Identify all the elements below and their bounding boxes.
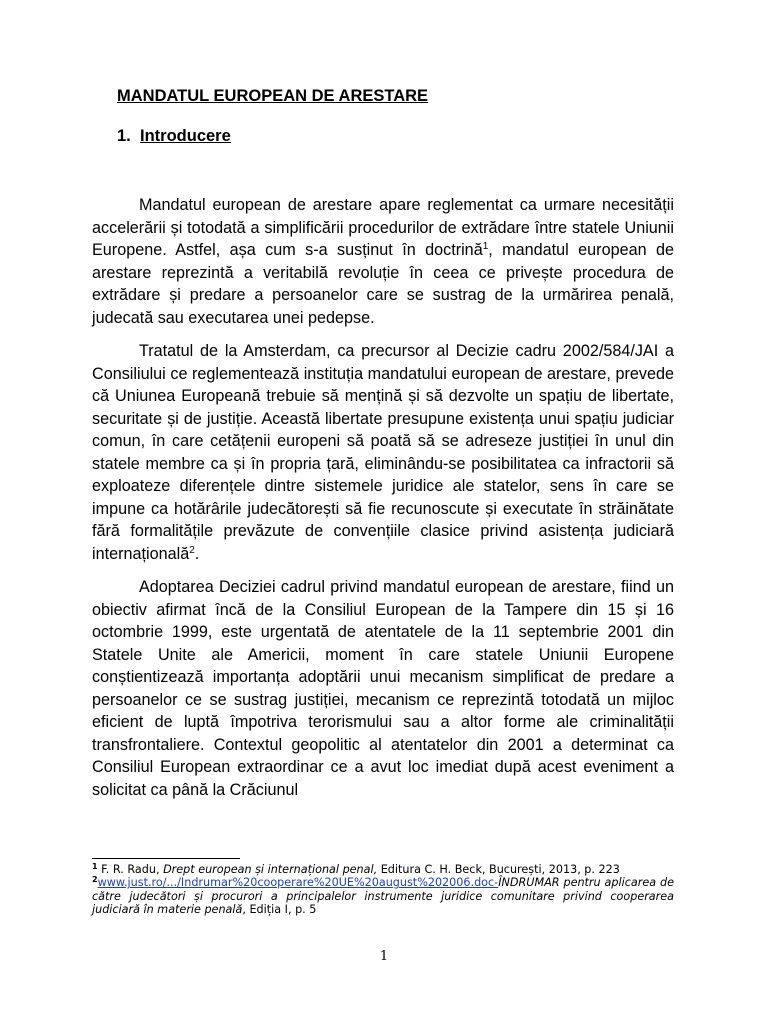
footnote-2 [92, 876, 674, 916]
footnote-1-mark: 1 [92, 862, 98, 871]
section-heading [117, 127, 231, 146]
footnote-1-rest: Editura C. H. Beck, București, 2013, p. 223 [377, 863, 620, 876]
section-label: Introducere [140, 127, 231, 145]
footnote-2-tail: , Ediția I, p. 5 [242, 903, 317, 917]
footnotes [92, 863, 674, 917]
footnote-2-mark: 2 [92, 875, 98, 885]
footnote-ref-1[interactable]: 1 [482, 241, 489, 252]
paragraph-1-text-a: Mandatul european de arestare apare reglementat ca urmare necesității accelerării și totodată a simplificării procedurilor de extrădare între statele Uniunii Europene. Astfel, așa cum s-a susținut în doctrină [92, 196, 674, 259]
paragraph-2 [92, 340, 674, 565]
body-text [92, 194, 674, 812]
footnote-1 [92, 863, 674, 876]
footnote-ref-2[interactable]: 2 [189, 544, 195, 556]
footnote-2-text: ÎNDRUMAR pentru aplicarea de către judecători și procurori a principalelor instrumente juridice comunitare privind cooperarea judiciară în materie penală [92, 876, 674, 917]
paragraph-1-text-b: , mandatul european de arestare reprezintă a veritabilă revoluție în ceea ce privește procedura de extrădare și predare a persoanelor care se sustrag de la urmărirea penală, judecată sau executarea unei pedepse. [92, 241, 674, 327]
paragraph-2-text-a: Tratatul de la Amsterdam, ca precursor al Decizie cadru 2002/584/JAI a Consiliului ce reglementează instituția mandatului european de arestare, prevede că Uniunea Europeană trebuie să mențină și să dezvolte un spațiu de libertate, securitate și de justiție. Această libertate presupune existența unui spațiu judiciar comun, în care cetățenii europeni să poată să se adreseze justiției în unul din statele membre ca și în propria țară, eliminându-se posibilitatea ca infractorii să exploateze diferențele dintre sistemele juridice ale statelor, sens în care se impune ca hotărârile judecătorești să fie recunoscute și executate în străinătate fără formalitățile prevăzute de convențiile clasice privind asistența judiciară internațională [92, 342, 674, 563]
footnote-2-link[interactable]: www.just.ro/.../Indrumar%20cooperare%20UE%20august%202006.doc- [97, 876, 499, 890]
footnote-separator [92, 858, 240, 859]
paragraph-3: Adoptarea Deciziei cadrul privind mandatul european de arestare, fiind un obiectiv afirmat încă de la Consiliul European de la Tampere din 15 și 16 octombrie 1999, este urgentată de atentatele de la 11 septembrie 2001 din Statele Unite ale Americii, moment în care statele Uniunii Europene conștientizează importanța adoptării unui mecanism simplificat de predare a persoanelor ce se sustrag justiției, mecanism ce reprezintă totodată un mijloc eficient de luptă împotriva terorismului sau a altor forme ale criminalității transfrontaliere. Contextul geopolitic al atentatelor din 2001 a determinat ca Consiliul European extraordinar ce a avut loc imediat după acest eveniment a solicitat ca până la Crăciunul [92, 578, 674, 799]
footnote-1-work: Drept european și internațional penal, [163, 863, 378, 876]
page-number: 1 [379, 949, 389, 964]
footnote-1-author: F. R. Radu, [97, 863, 164, 876]
paragraph-2-text-b: . [194, 544, 200, 563]
paragraph-1 [92, 194, 674, 329]
section-number: 1. [117, 127, 131, 145]
document-title: MANDATUL EUROPEAN DE ARESTARE [117, 87, 429, 105]
